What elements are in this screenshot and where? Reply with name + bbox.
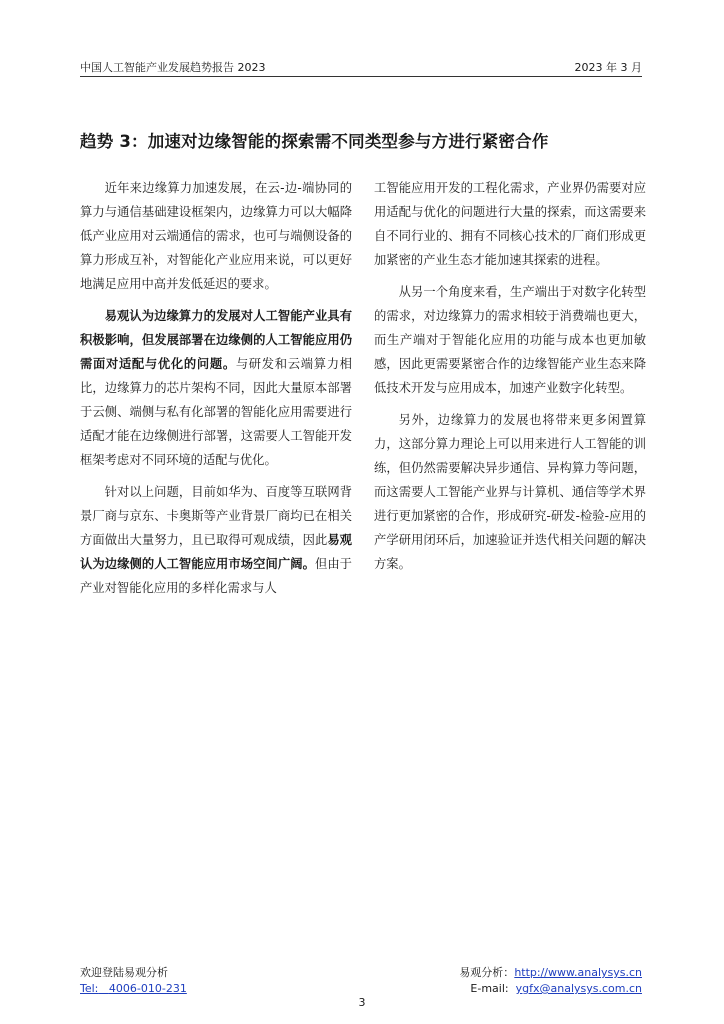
left-paragraph-3-start: 针对以上问题，目前如华为、百度等互联网背景厂商与京东、卡奥斯等产业背景厂商均已在相关方面做出大量努力，且已取得可观成绩，因此 xyxy=(80,485,352,547)
email-link[interactable]: ygfx@analysys.com.cn xyxy=(515,982,642,995)
footer-site xyxy=(459,965,642,981)
left-paragraph-2 xyxy=(80,304,352,472)
left-paragraph-2-text: 与研发和云端算力相比，边缘算力的芯片架构不同，因此大量原本部署于云侧、端侧与私有化部署的智能化应用需要进行适配才能在边缘侧进行部署，这需要人工智能开发框架考虑对不同环境的适配与优化。 xyxy=(80,357,352,467)
left-paragraph-2-bold: 易观认为边缘算力的发展对人工智能产业具有积极影响，但发展部署在边缘侧的人工智能应用仍需面对适配与优化的问题。 xyxy=(80,309,352,371)
footer-welcome: 欢迎登陆易观分析 xyxy=(80,966,168,979)
footer-left xyxy=(80,965,187,997)
left-paragraph-1: 近年来边缘算力加速发展，在云-边-端协同的算力与通信基础建设框架内，边缘算力可以大幅降低产业应用对云端通信的需求，也可与端侧设备的算力形成互补，对智能化产业应用来说，可以更好地满足应用中高并发低延迟的要求。 xyxy=(80,181,352,291)
tel-number: 4006-010-231 xyxy=(108,982,187,995)
footer-right xyxy=(459,965,642,997)
page-number: 3 xyxy=(358,996,366,1009)
site-link[interactable]: http://www.analysys.cn xyxy=(514,966,642,979)
header-report-title: 中国人工智能产业发展趋势报告 2023 xyxy=(80,61,266,74)
right-column xyxy=(374,176,646,584)
right-paragraph-2: 从另一个角度来看，生产端出于对数字化转型的需求，对边缘算力的需求相较于消费端也更大，而生产端对于智能化应用的功能与成本也更加敏感，因此更需要紧密合作的边缘智能产业生态来降低技术开发与应用成本，加速产业数字化转型。 xyxy=(374,285,646,395)
right-paragraph-1: 工智能应用开发的工程化需求，产业界仍需要对应用适配与优化的问题进行大量的探索，而这需要来自不同行业的、拥有不同核心技术的厂商们形成更加紧密的产业生态才能加速其探索的进程。 xyxy=(374,181,646,267)
footer-tel[interactable] xyxy=(80,981,187,997)
site-label: 易观分析： xyxy=(459,966,515,979)
left-paragraph-3-bold: 易观认为边缘侧的人工智能应用市场空间广阔。 xyxy=(80,533,352,571)
header-divider xyxy=(80,76,642,77)
right-paragraph-3: 另外，边缘算力的发展也将带来更多闲置算力，这部分算力理论上可以用来进行人工智能的训练，但仍然需要解决异步通信、异构算力等问题，而这需要人工智能产业界与计算机、通信等学术界进行更加紧密的合作，形成研究-研发-检验-应用的产学研用闭环后，加速验证并迭代相关问题的解决方案。 xyxy=(374,413,646,571)
tel-label: Tel: xyxy=(80,982,99,995)
footer-email xyxy=(459,981,642,997)
left-paragraph-3-end: 但由于产业对智能化应用的多样化需求与人 xyxy=(80,557,352,595)
section-title: 趋势 3：加速对边缘智能的探索需不同类型参与方进行紧密合作 xyxy=(80,132,549,151)
left-paragraph-3 xyxy=(80,480,352,600)
header-date: 2023 年 3 月 xyxy=(574,61,642,74)
email-label: E-mail: xyxy=(470,982,509,995)
left-column xyxy=(80,176,352,608)
